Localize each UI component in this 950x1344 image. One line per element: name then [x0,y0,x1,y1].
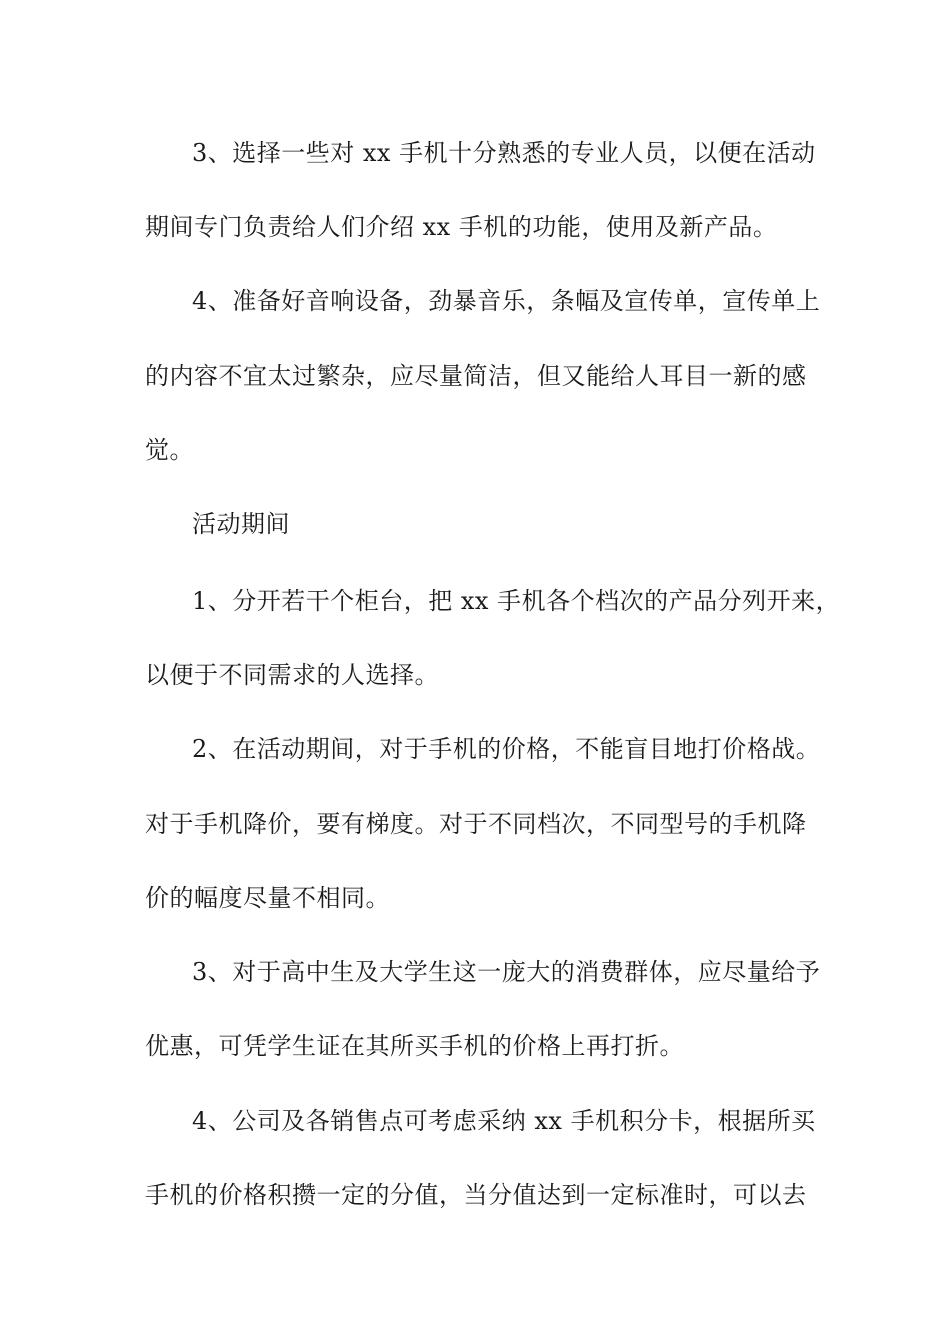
paragraph-line: 2、在活动期间，对于手机的价格，不能盲目地打价格战。 [192,735,821,763]
paragraph-line: 手机的价格积攒一定的分值，当分值达到一定标准时，可以去 [145,1181,807,1209]
paragraph-line: 1、分开若干个柜台，把 xx 手机各个档次的产品分列开来， [192,587,841,615]
paragraph-line: 3、对于高中生及大学生这一庞大的消费群体，应尽量给予 [192,958,821,986]
paragraph-line: 的内容不宜太过繁杂，应尽量简洁，但又能给人耳目一新的感 [145,362,807,390]
paragraph-line: 觉。 [145,436,194,464]
section-heading: 活动期间 [192,510,290,538]
paragraph-line: 优惠，可凭学生证在其所买手机的价格上再打折。 [145,1032,684,1060]
paragraph-line: 4、准备好音响设备，劲暴音乐，条幅及宣传单，宣传单上 [192,287,821,315]
paragraph-line: 期间专门负责给人们介绍 xx 手机的功能，使用及新产品。 [145,213,778,241]
paragraph-line: 4、公司及各销售点可考虑采纳 xx 手机积分卡，根据所买 [192,1107,816,1135]
paragraph-line: 对于手机降价，要有梯度。对于不同档次，不同型号的手机降 [145,810,807,838]
paragraph-line: 价的幅度尽量不相同。 [145,884,390,912]
paragraph-line: 以便于不同需求的人选择。 [145,661,439,689]
paragraph-line: 3、选择一些对 xx 手机十分熟悉的专业人员，以便在活动 [192,139,816,167]
